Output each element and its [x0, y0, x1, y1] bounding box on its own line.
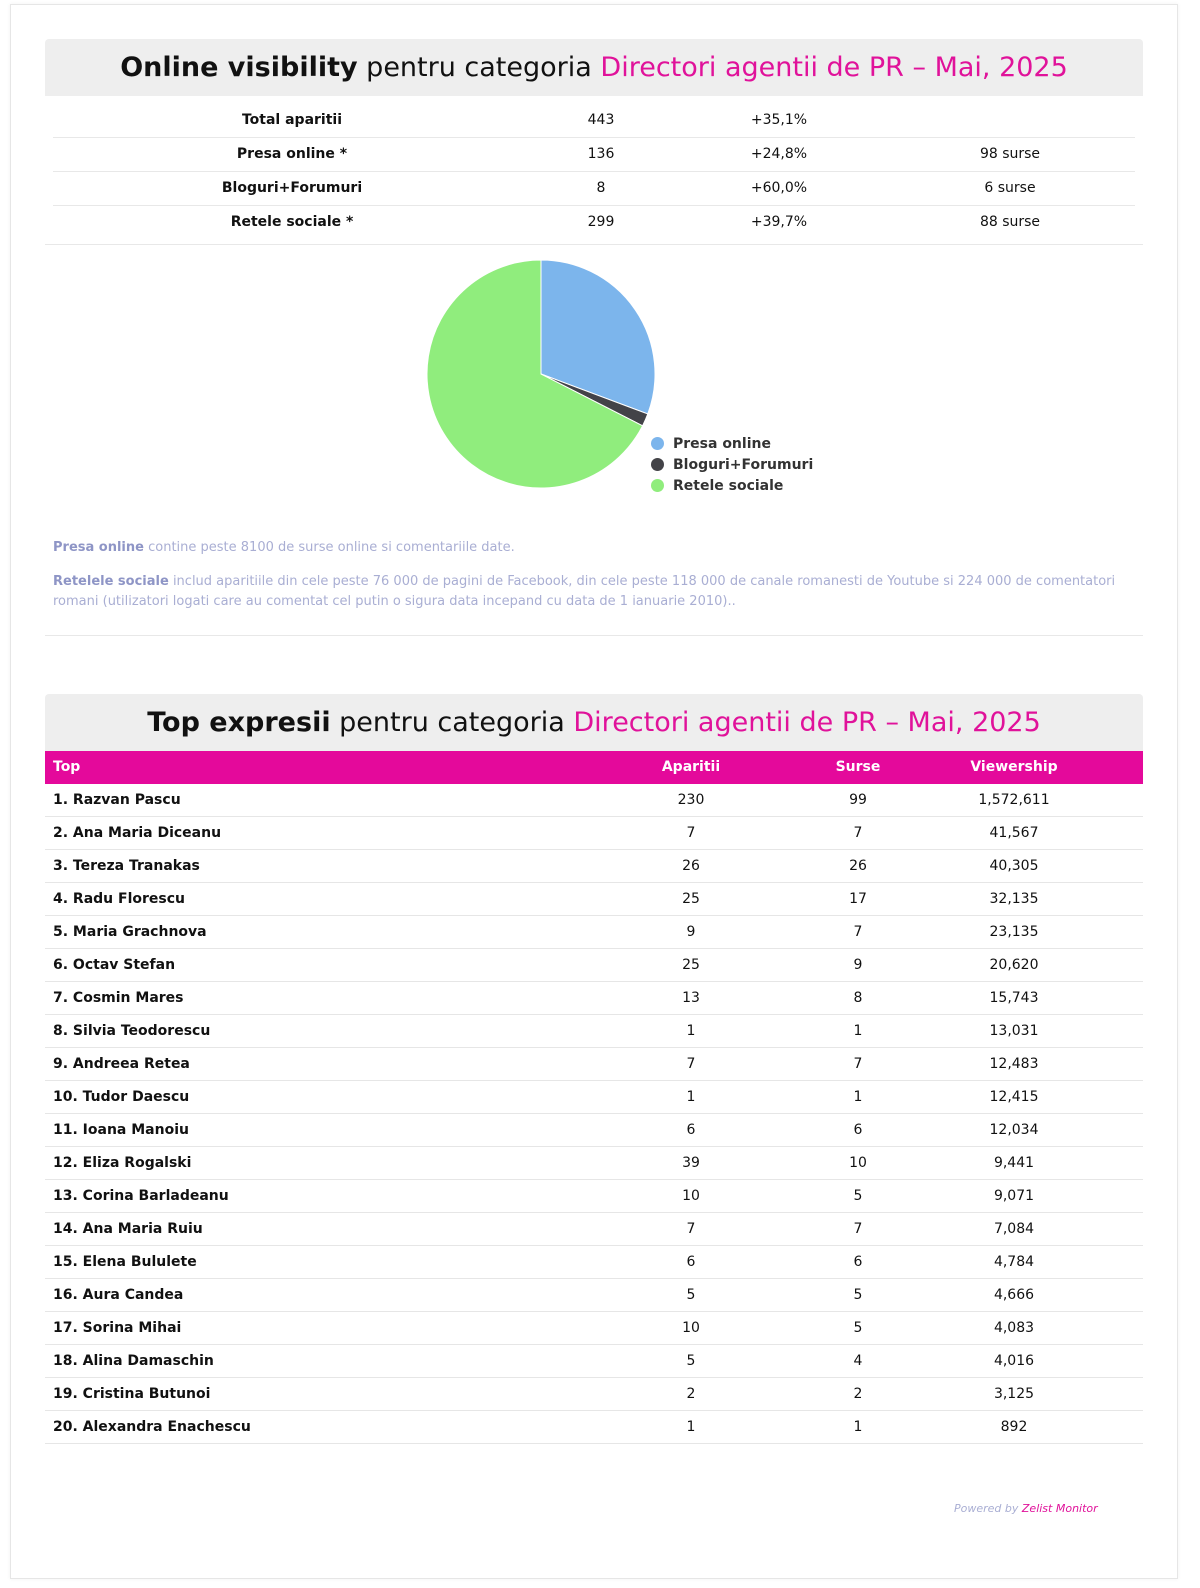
row-surse: 5 — [853, 1287, 863, 1303]
summary-count: 8 — [596, 180, 606, 196]
legend-swatch — [651, 437, 664, 450]
legend-item — [651, 455, 813, 476]
table-row — [45, 1411, 1143, 1444]
table-row — [45, 1312, 1143, 1345]
visibility-summary-table — [53, 104, 1135, 239]
row-name: 1. Razvan Pascu — [53, 792, 181, 808]
row-surse: 8 — [853, 990, 863, 1006]
table-row — [45, 1015, 1143, 1048]
row-surse: 2 — [853, 1386, 863, 1402]
row-name: 5. Maria Grachnova — [53, 924, 207, 940]
legend-label: Presa online — [673, 436, 771, 452]
legend-item — [651, 434, 813, 455]
top-title — [45, 694, 1143, 751]
row-aparitii: 1 — [686, 1023, 696, 1039]
summary-label: Retele sociale * — [230, 214, 354, 230]
visibility-title — [45, 39, 1143, 96]
row-aparitii: 6 — [686, 1122, 696, 1138]
legend-swatch — [651, 458, 664, 471]
row-name: 20. Alexandra Enachescu — [53, 1419, 251, 1435]
top-table-body — [45, 784, 1143, 1444]
row-aparitii: 13 — [682, 990, 700, 1006]
row-surse: 4 — [853, 1353, 863, 1369]
row-surse: 5 — [853, 1320, 863, 1336]
table-row — [45, 982, 1143, 1015]
row-aparitii: 1 — [686, 1089, 696, 1105]
row-aparitii: 5 — [686, 1353, 696, 1369]
row-aparitii: 25 — [682, 891, 700, 907]
row-name: 18. Alina Damaschin — [53, 1353, 214, 1369]
row-surse: 99 — [849, 792, 867, 808]
row-surse: 9 — [853, 957, 863, 973]
row-viewership: 4,666 — [993, 1287, 1035, 1303]
row-name: 2. Ana Maria Diceanu — [53, 825, 222, 841]
row-viewership: 13,031 — [989, 1023, 1039, 1039]
table-row — [45, 883, 1143, 916]
row-surse: 7 — [853, 1221, 863, 1237]
table-row — [45, 1279, 1143, 1312]
row-viewership: 9,441 — [993, 1155, 1035, 1171]
top-title-strong: Top expresii — [147, 707, 331, 738]
row-aparitii: 26 — [682, 858, 700, 874]
row-viewership: 32,135 — [989, 891, 1039, 907]
top-title-mid: pentru categoria — [330, 707, 574, 738]
summary-change: +60,0% — [750, 180, 808, 196]
summary-label: Presa online * — [236, 146, 348, 162]
row-aparitii: 7 — [686, 825, 696, 841]
summary-row — [53, 104, 1135, 138]
row-viewership: 23,135 — [989, 924, 1039, 940]
row-name: 19. Cristina Butunoi — [53, 1386, 211, 1402]
row-surse: 6 — [853, 1254, 863, 1270]
table-row — [45, 916, 1143, 949]
table-row — [45, 949, 1143, 982]
row-viewership: 41,567 — [989, 825, 1039, 841]
row-viewership: 40,305 — [989, 858, 1039, 874]
summary-count: 299 — [587, 214, 615, 230]
row-name: 16. Aura Candea — [53, 1287, 184, 1303]
row-aparitii: 10 — [682, 1188, 700, 1204]
row-viewership: 7,084 — [993, 1221, 1035, 1237]
note-retele — [53, 572, 1138, 612]
visibility-title-mid: pentru categoria — [357, 52, 601, 83]
row-surse: 6 — [853, 1122, 863, 1138]
row-viewership: 4,784 — [993, 1254, 1035, 1270]
row-viewership: 4,016 — [993, 1353, 1035, 1369]
row-viewership: 12,483 — [989, 1056, 1039, 1072]
row-aparitii: 230 — [677, 792, 705, 808]
top-table-header — [45, 751, 1143, 784]
row-aparitii: 10 — [682, 1320, 700, 1336]
row-viewership: 4,083 — [993, 1320, 1035, 1336]
top-title-accent: Directori agentii de PR – Mai, 2025 — [573, 707, 1041, 738]
note-presa-label: Presa online — [53, 540, 144, 555]
powered-by — [954, 1502, 1098, 1515]
row-surse: 7 — [853, 924, 863, 940]
summary-sources: 6 surse — [984, 180, 1036, 196]
row-aparitii: 6 — [686, 1254, 696, 1270]
row-aparitii: 1 — [686, 1419, 696, 1435]
row-name: 10. Tudor Daescu — [53, 1089, 190, 1105]
table-row — [45, 850, 1143, 883]
row-surse: 26 — [849, 858, 867, 874]
column-header-viewership: Viewership — [970, 759, 1058, 775]
row-viewership: 892 — [1000, 1419, 1028, 1435]
row-name: 15. Elena Bululete — [53, 1254, 197, 1270]
divider — [45, 635, 1143, 636]
table-row — [45, 1081, 1143, 1114]
row-surse: 1 — [853, 1023, 863, 1039]
summary-count: 443 — [587, 112, 615, 128]
table-row — [45, 1180, 1143, 1213]
table-row — [45, 784, 1143, 817]
row-surse: 7 — [853, 825, 863, 841]
row-viewership: 20,620 — [989, 957, 1039, 973]
table-row — [45, 1378, 1143, 1411]
row-aparitii: 7 — [686, 1221, 696, 1237]
row-viewership: 15,743 — [989, 990, 1039, 1006]
note-presa — [53, 538, 1138, 558]
row-name: 9. Andreea Retea — [53, 1056, 190, 1072]
row-surse: 17 — [849, 891, 867, 907]
summary-sources: 88 surse — [979, 214, 1041, 230]
table-row — [45, 1048, 1143, 1081]
legend-item — [651, 476, 813, 497]
note-retele-label: Retelele sociale — [53, 574, 169, 589]
row-viewership: 3,125 — [993, 1386, 1035, 1402]
divider — [45, 244, 1143, 245]
table-row — [45, 1246, 1143, 1279]
row-name: 8. Silvia Teodorescu — [53, 1023, 211, 1039]
summary-change: +35,1% — [750, 112, 808, 128]
visibility-title-strong: Online visibility — [120, 52, 358, 83]
visibility-title-accent: Directori agentii de PR – Mai, 2025 — [600, 52, 1068, 83]
row-aparitii: 25 — [682, 957, 700, 973]
row-name: 11. Ioana Manoiu — [53, 1122, 189, 1138]
row-aparitii: 5 — [686, 1287, 696, 1303]
table-row — [45, 1213, 1143, 1246]
row-viewership: 1,572,611 — [978, 792, 1050, 808]
table-row — [45, 1147, 1143, 1180]
column-header-top: Top — [53, 759, 81, 775]
summary-row — [53, 206, 1135, 239]
summary-row — [53, 138, 1135, 172]
legend-swatch — [651, 479, 664, 492]
column-header-aparitii: Aparitii — [661, 759, 721, 775]
row-surse: 1 — [853, 1089, 863, 1105]
row-name: 12. Eliza Rogalski — [53, 1155, 192, 1171]
legend-label: Retele sociale — [673, 478, 784, 494]
row-viewership: 12,034 — [989, 1122, 1039, 1138]
row-name: 14. Ana Maria Ruiu — [53, 1221, 203, 1237]
row-surse: 7 — [853, 1056, 863, 1072]
summary-row — [53, 172, 1135, 206]
note-presa-text: contine peste 8100 de surse online si comentariile date. — [143, 540, 515, 555]
summary-sources: 98 surse — [979, 146, 1041, 162]
column-header-surse: Surse — [835, 759, 881, 775]
summary-label: Bloguri+Forumuri — [221, 180, 363, 196]
summary-label: Total aparitii — [241, 112, 343, 128]
row-name: 13. Corina Barladeanu — [53, 1188, 229, 1204]
row-surse: 5 — [853, 1188, 863, 1204]
row-name: 4. Radu Florescu — [53, 891, 186, 907]
row-name: 17. Sorina Mihai — [53, 1320, 182, 1336]
powered-by-brand: Zelist Monitor — [1021, 1502, 1098, 1515]
row-aparitii: 7 — [686, 1056, 696, 1072]
row-name: 7. Cosmin Mares — [53, 990, 184, 1006]
row-aparitii: 39 — [682, 1155, 700, 1171]
legend-label: Bloguri+Forumuri — [673, 457, 814, 473]
row-surse: 1 — [853, 1419, 863, 1435]
pie-legend — [651, 434, 813, 497]
table-row — [45, 1114, 1143, 1147]
summary-count: 136 — [587, 146, 615, 162]
summary-change: +24,8% — [750, 146, 808, 162]
row-viewership: 9,071 — [993, 1188, 1035, 1204]
summary-change: +39,7% — [750, 214, 808, 230]
row-surse: 10 — [849, 1155, 867, 1171]
row-name: 3. Tereza Tranakas — [53, 858, 200, 874]
table-row — [45, 817, 1143, 850]
row-aparitii: 9 — [686, 924, 696, 940]
table-row — [45, 1345, 1143, 1378]
note-retele-text: includ aparitiile din cele peste 76 000 de pagini de Facebook, din cele peste 118 000 de canale romanesti de Youtube si 224 000 de comentatori romani (utilizatori logati care au comentat cel putin o sigura data incepand cu data de 1 ianuarie 2010).. — [53, 574, 1116, 609]
row-name: 6. Octav Stefan — [53, 957, 176, 973]
row-viewership: 12,415 — [989, 1089, 1039, 1105]
powered-by-text: Powered by — [954, 1502, 1022, 1515]
row-aparitii: 2 — [686, 1386, 696, 1402]
